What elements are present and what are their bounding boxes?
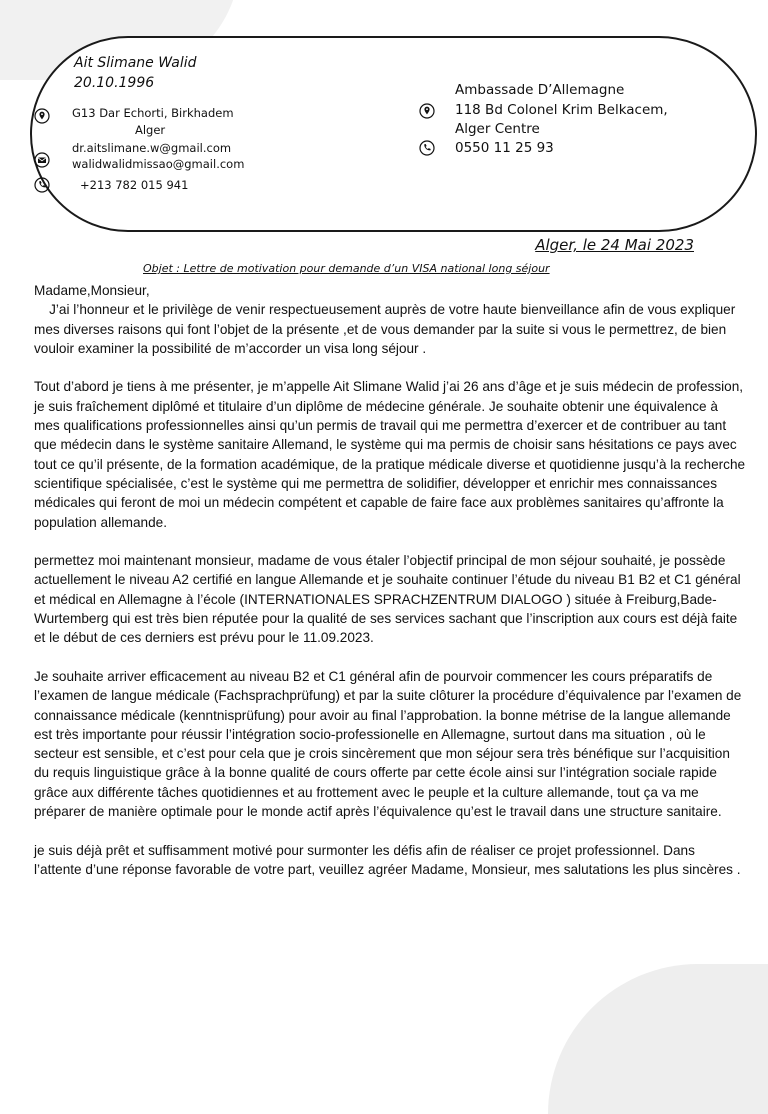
sender-phone: +213 782 015 941 (80, 178, 189, 192)
sender-email-1[interactable]: dr.aitslimane.w@gmail.com (72, 141, 232, 155)
sender-address-line2: Alger (135, 123, 166, 137)
location-pin-icon (419, 103, 435, 119)
letter-body (34, 281, 746, 899)
paragraph-intro: J’ai l’honneur et le privilège de venir respectueusement auprès de votre haute bienveillance afin de vous expliquer mes diverses raisons qui font l’objet de la présente ,et de vous demander par la suite si vous le permettrez, de bien vouloir examiner la possibilité de m’accorder un visa long séjour . (34, 302, 740, 356)
place-and-date: Alger, le 24 Mai 2023 (535, 236, 694, 254)
recipient-name: Ambassade D’Allemagne (455, 82, 625, 98)
sender-email-2[interactable]: walidwalidmissao@gmail.com (72, 157, 245, 171)
letter-subject: Objet : Lettre de motivation pour demande d’un VISA national long séjour (143, 262, 550, 275)
sender-name: Ait Slimane Walid (74, 55, 197, 71)
recipient-phone: 0550 11 25 93 (455, 140, 554, 156)
paragraph-closing: je suis déjà prêt et suffisamment motivé pour surmonter les défis afin de réaliser ce projet professionnel. Dans l’attente d’une réponse favorable de votre part, veuillez agréer Madame, Monsieur, mes salutations les plus sincères . (34, 842, 741, 877)
paragraph-presentation: Tout d’abord je tiens à me présenter, je m’appelle Ait Slimane Walid j’ai 26 ans d’âge et je suis médecin de profession, je suis fraîchement diplômé et titulaire d’un diplôme de médecine générale. Je souhaite obtenir une équivalence à mes qualifications professionnelles ainsi qu’un permis de travail qui me permettra d’exercer et de contribuer au tant que médecin dans le système sanitaire Allemand, le système qui ma permis de choisir sans hésitations ce pays avec tout ce qu’il présente, de la formation académique, de la pratique médicale diverse et quotidienne jusqu’à la recherche scientifique spécialisée, c’est le système qui me permettra de solidifier, développer et enrichir mes connaissances médicales qui feront de moi un médecin compétent et capable de faire face aux problèmes sanitaires qu’affronte la population allemande. (34, 379, 746, 530)
recipient-address-line1: 118 Bd Colonel Krim Belkacem, (455, 102, 668, 118)
sender-birthdate: 20.10.1996 (74, 75, 155, 91)
phone-icon (419, 140, 435, 156)
sender-address-line1: G13 Dar Echorti, Birkhadem (72, 106, 234, 120)
envelope-icon (34, 152, 50, 168)
letterhead-box (30, 36, 757, 232)
paragraph-objective: permettez moi maintenant monsieur, madame de vous étaler l’objectif principal de mon séjour souhaité, je possède actuellement le niveau A2 certifié en langue Allemande et je souhaite continuer l’étude du niveau B1 B2 et C1 général et médical en Allemagne à l’école (INTERNATIONALES SPRACHZENTRUM DIALOGO ) située à Freiburg,Bade-Wurtemberg qui est très bien réputée pour la qualité de ses services sachant que l’inscription aux cours est déjà faite et le début de ces derniers est prévu pour le 11.09.2023. (34, 553, 741, 646)
decorative-shape-bottom (548, 964, 768, 1114)
greeting: Madame,Monsieur, (34, 283, 150, 298)
phone-icon (34, 177, 50, 193)
recipient-address-line2: Alger Centre (455, 121, 540, 137)
location-pin-icon (34, 108, 50, 124)
paragraph-goals: Je souhaite arriver efficacement au niveau B2 et C1 général afin de pourvoir commencer les cours préparatifs de l’examen de langue médicale (Fachsprachprüfung) et par la suite clôturer la procédure d’équivalence par l’examen de connaissance médicale (kenntnisprüfung) pour avoir au final l’approbation. la bonne métrise de la langue allemande est très importante pour réussir l’intégration socio-professionelle en Allemagne, surtout dans ma situation , où le secteur est sensible, et c’est pour cela que je crois sincèrement que mon séjour sera très bénéfique sur l’acquisition du requis linguistique grâce à la bonne qualité de cours offerte par cette école ainsi sur l’intégration sociale rapide grâce aux différente tâches quotidiennes et au frottement avec le peuple et la culture allemande, tout ça va me préparer de manière optimale pour le monde actif après l’équivalence qu’est le travail dans une structure sanitaire. (34, 668, 742, 820)
